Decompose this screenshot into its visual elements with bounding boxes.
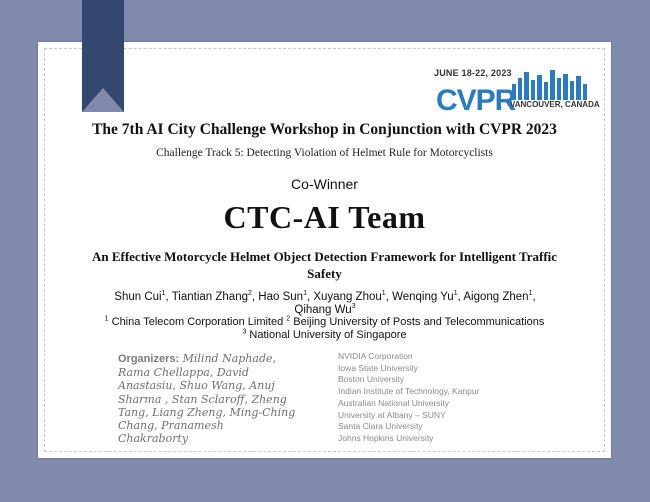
affiliation-item: $^2$ Beijing University of Posts and Telecommunications (286, 315, 545, 328)
institution-item: Johns Hopkins University (338, 432, 434, 443)
author-name: Hao Sun$^1$ (258, 290, 307, 303)
institutions-list (338, 351, 538, 445)
affiliation-item: $^3$ National University of Singapore (242, 328, 407, 341)
author-name: Qihang Wu$^3$ (294, 303, 356, 316)
paper-title: An Effective Motorcycle Helmet Object Detection Framework for Intelligent Traffic Safety (91, 249, 558, 281)
team-name: CTC-AI Team (223, 199, 426, 235)
author-affiliation-mark: 1 (381, 290, 386, 298)
author-name: Aigong Zhen$^1$ (463, 290, 533, 303)
author-affiliation-mark: 3 (351, 303, 356, 311)
logo-location: VANCOUVER, CANADA (510, 100, 600, 109)
author-affiliation-mark: 1 (303, 290, 307, 298)
logo-date: JUNE 18-22, 2023 (434, 68, 512, 78)
organizers-names: Milind Naphade, Rama Chellappa, David Anastasiu, Shuo Wang, Anuj Sharma , Stan Sclaroff, Zheng Tang, Liang Zheng, Ming-Ching Chang, Pranamesh Chakraborty (118, 352, 296, 446)
author-list: Shun Cui$^1$, Tiantian Zhang$^2$, Hao Sun$^1$, Xuyang Zhou$^1$, Wenqing Yu$^1$, Aigong Zhen$^1$, Qihang Wu$^3$ (114, 290, 536, 316)
author-name: Xuyang Zhou$^1$ (313, 290, 386, 303)
institution-item: NVIDIA Corporation (338, 351, 413, 361)
author-name: Shun Cui$^1$ (114, 290, 166, 303)
author-name: Wenqing Yu$^1$ (392, 290, 458, 303)
institution-item: Australian National University (338, 397, 450, 408)
author-affiliation-mark: 1 (161, 290, 166, 298)
award-label: Co-Winner (291, 176, 358, 192)
affiliation-item: $^1$ China Telecom Corporation Limited (104, 315, 284, 328)
ribbon-notch (82, 88, 124, 112)
institution-item: Indian Institute of Technology, Kanpur (338, 386, 480, 397)
institution-item: Santa Clara University (338, 421, 423, 432)
organizers-block (118, 352, 296, 445)
workshop-title: The 7th AI City Challenge Workshop in Conjunction with CVPR 2023 (92, 121, 557, 138)
author-name: Tiantian Zhang$^2$ (171, 290, 252, 303)
skyline-icon (512, 70, 587, 100)
institution-item: University at Albany – SUNY (338, 409, 446, 420)
organizers-label: Organizers: (118, 353, 180, 365)
author-affiliation-mark: 1 (453, 290, 458, 298)
institution-item: Boston University (338, 374, 405, 385)
author-affiliation-mark: 2 (248, 290, 252, 298)
cvpr-wordmark: CVPR (436, 84, 516, 116)
institution-item: Iowa State University (338, 362, 418, 373)
affiliation-list (78, 316, 571, 342)
challenge-track: Challenge Track 5: Detecting Violation of Helmet Rule for Motorcyclists (156, 147, 493, 159)
author-affiliation-mark: 1 (528, 290, 533, 298)
